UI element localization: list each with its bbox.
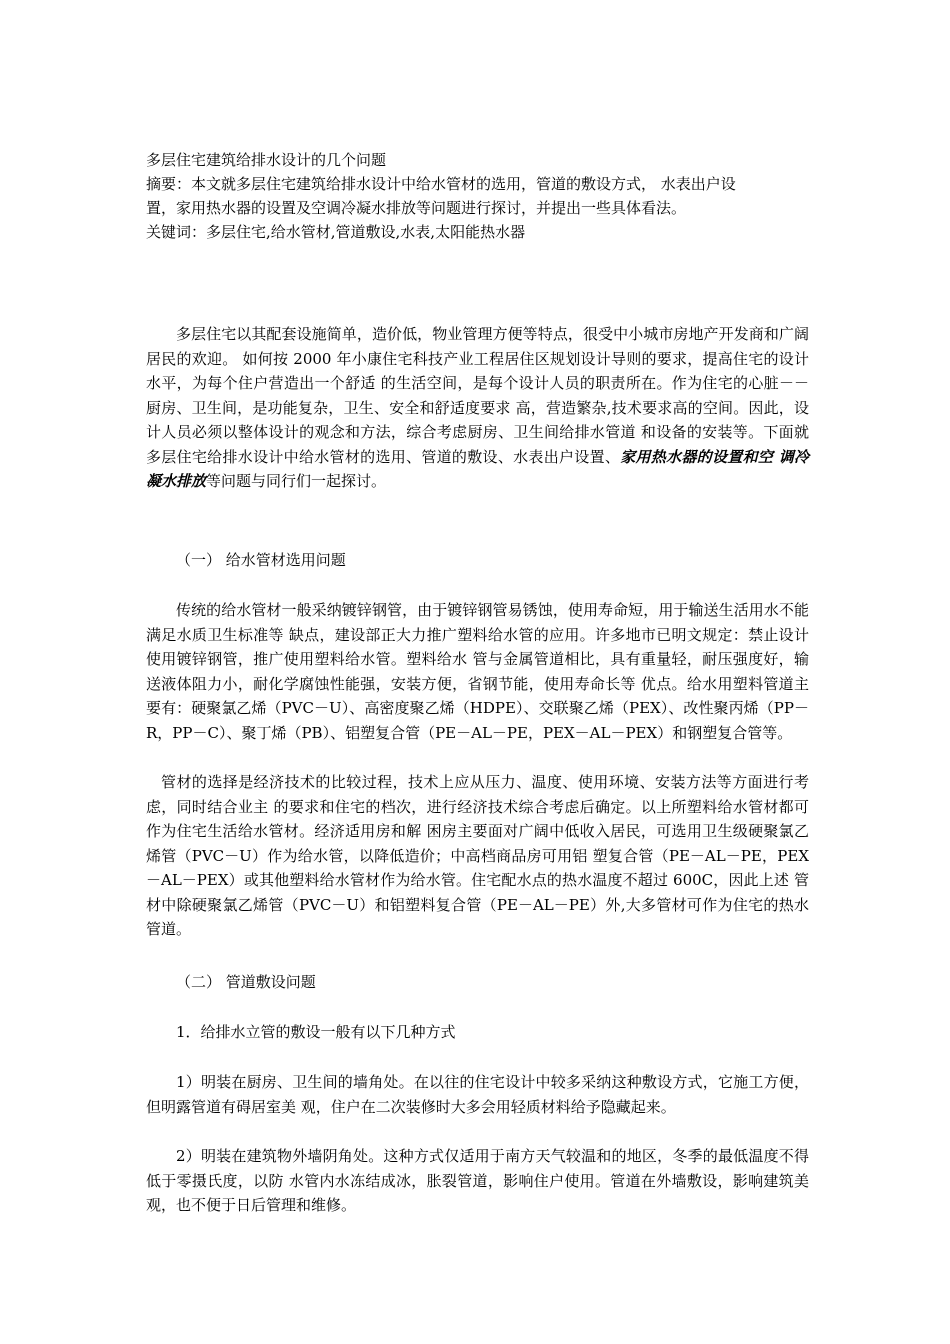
intro-paragraph bbox=[146, 322, 809, 494]
section-1-heading: （一） 给水管材选用问题 bbox=[176, 551, 346, 569]
section-1-paragraph-1: 传统的给水管材一般采纳镀锌钢管，由于镀锌钢管易锈蚀，使用寿命短，用于输送生活用水不能满足水质卫生标准等 缺点，建设部正大力推广塑料给水管的应用。许多地市已明文规定：禁止设计使用镀锌钢管，推广使用塑料给水管。塑料给水 管与金属管道相比，具有重量轻，耐压强度好，输送液体阻力小，耐化学腐蚀性能强，安装方便，省钢节能，使用寿命长等 优点。给水用塑料管道主要有：硬聚氯乙烯（PVC－U）、高密度聚乙烯（HDPE）、交联聚乙烯（PEX）、改性聚丙烯（PP－R，PP－C）、聚丁烯（PB）、铝塑复合管（PE－AL－PE，PEX－AL－PEX）和钢塑复合管等。 bbox=[146, 601, 809, 742]
abstract-line-2: 置，家用热水器的设置及空调冷凝水排放等问题进行探讨，并提出一些具体看法。 bbox=[146, 199, 687, 217]
section-1-paragraph-2: 管材的选择是经济技术的比较过程，技术上应从压力、温度、使用环境、安装方法等方面进行考虑，同时结合业主 的要求和住宅的档次，进行经济技术综合考虑后确定。以上所塑料给水管材都可作为住宅生活给水管材。经济适用房和解 困房主要面对广阔中低收入居民，可选用卫生级硬聚氯乙烯管（PVC－U）作为给水管，以降低造价；中高档商品房可用铝 塑复合管（PE－AL－PE，PEX－AL－PEX）或其他塑料给水管材作为给水管。住宅配水点的热水温度不超过 600C，因此上述 管材中除硬聚氯乙烯管（PVC－U）和铝塑料复合管（PE－AL－PE）外,大多管材可作为住宅的热水管道。 bbox=[146, 773, 809, 938]
keywords-line: 关键词：多层住宅,给水管材,管道敷设,水表,太阳能热水器 bbox=[146, 223, 526, 241]
intro-text-end: 等问题与同行们一起探讨。 bbox=[206, 472, 387, 490]
intro-text: 多层住宅以其配套设施简单，造价低，物业管理方便等特点，很受中小城市房地产开发商和广阔居民的欢迎。 如何按 2000 年小康住宅科技产业工程居住区规划设计导则的要求，提高住宅的设计水平，为每个住户营造出一个舒适 的生活空间，是每个设计人员的职责所在。作为住宅的心脏－－厨房、卫生间，是功能复杂，卫生、安全和舒适度要求 高，营造繁杂,技术要求高的空间。因此，设计人员必须以整体设计的观念和方法，综合考虑厨房、卫生间给排水管道 和设备的安装等。下面就多层住宅给排水设计中给水管材的选用、管道的敷设、水表出户设置、 bbox=[146, 325, 809, 466]
intro-emphasis-text: 家用热水器的设置和空 调冷凝水排放 bbox=[146, 447, 809, 490]
section-2-heading: （二） 管道敷设问题 bbox=[176, 973, 316, 991]
section-2-subheading: 1．给排水立管的敷设一般有以下几种方式 bbox=[176, 1023, 456, 1041]
article-title: 多层住宅建筑给排水设计的几个问题 bbox=[146, 151, 387, 169]
section-2-item-1: 1）明装在厨房、卫生间的墙角处。在以往的住宅设计中较多采纳这种敷设方式，它施工方便，但明露管道有碍居室美 观，住户在二次装修时大多会用轻质材料给予隐藏起来。 bbox=[146, 1073, 809, 1116]
article-header bbox=[146, 148, 809, 244]
section-2-item-2: 2）明装在建筑物外墙阴角处。这种方式仅适用于南方天气较温和的地区，冬季的最低温度不得低于零摄氏度，以防 水管内水冻结成冰，胀裂管道，影响住户使用。管道在外墙敷设，影响建筑美观，也不便于日后管理和维修。 bbox=[146, 1147, 809, 1214]
abstract-line-1: 摘要：本文就多层住宅建筑给排水设计中给水管材的选用，管道的敷设方式， 水表出户设 bbox=[146, 175, 736, 193]
